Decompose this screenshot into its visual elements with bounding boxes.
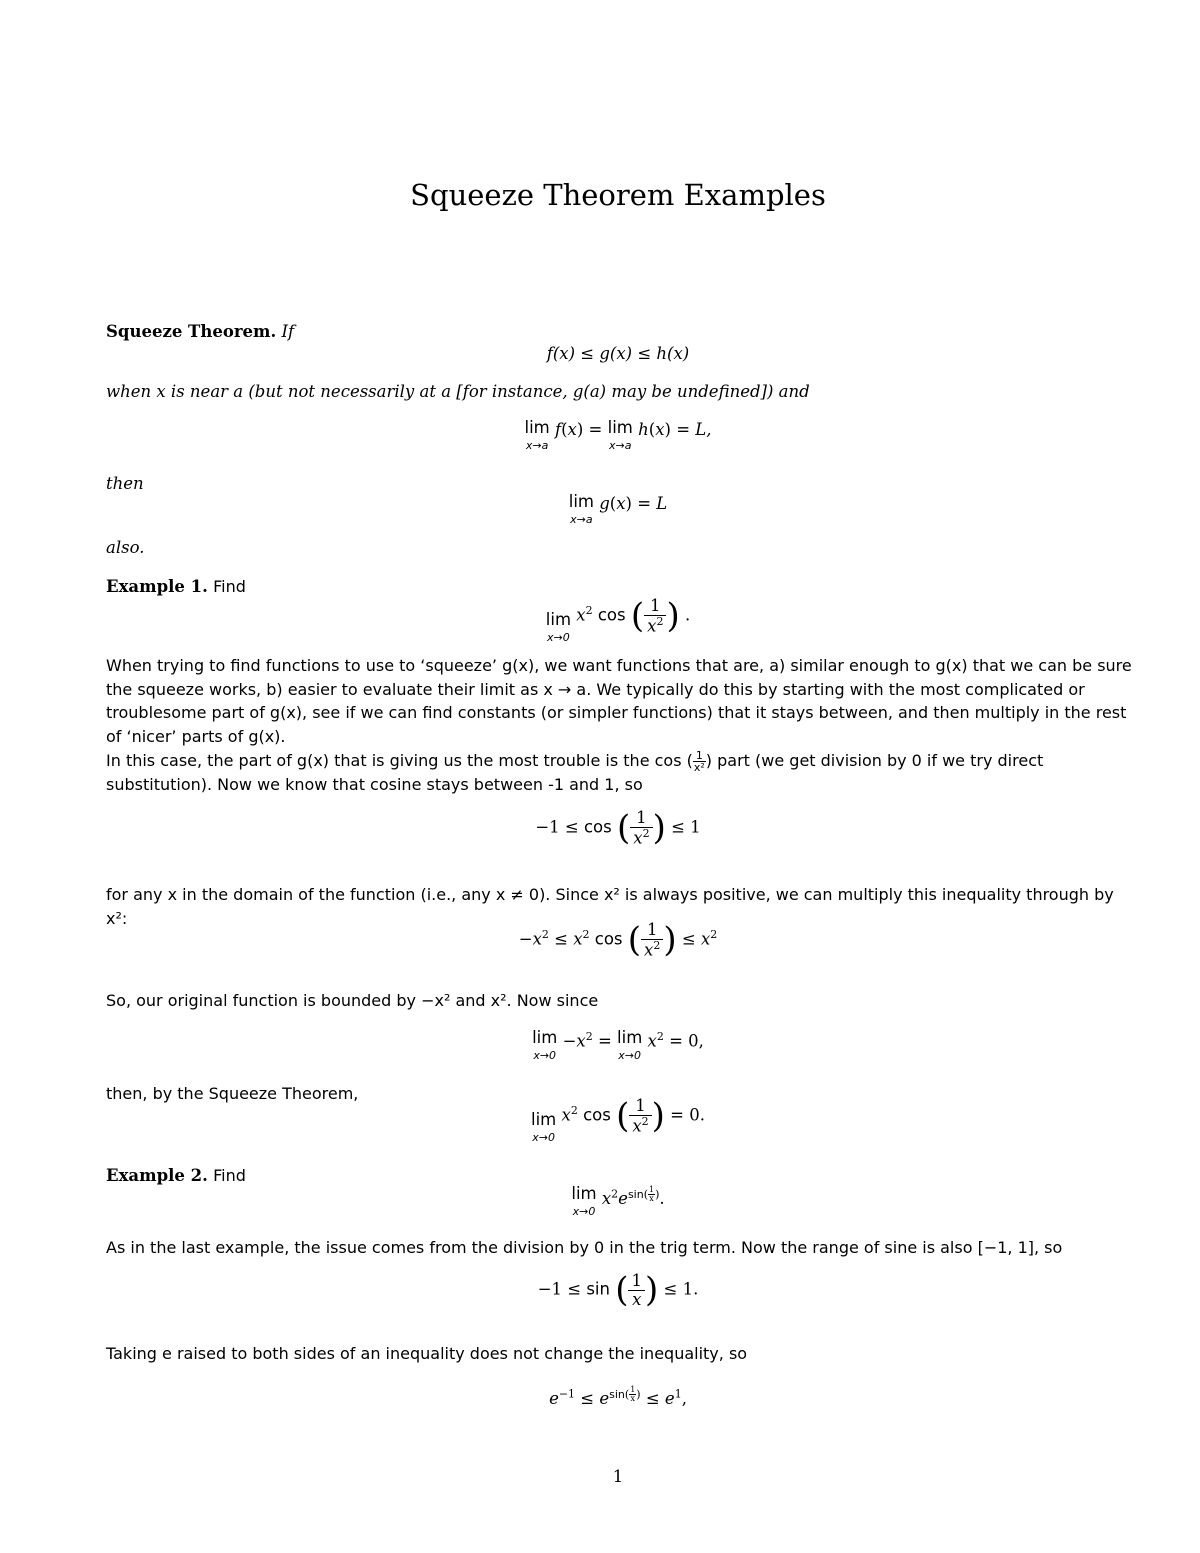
example1-paragraph-2a: In this case, the part of g(x) that is giving us the most trouble is the cos [106,751,682,770]
theorem-label: Squeeze Theorem. [106,322,277,341]
example2-paragraph-1: As in the last example, the issue comes from the division by 0 in the trig term. Now the range of sine is also [−1, 1], so [106,1238,1063,1257]
theorem-conclusion-equation: lim x→a g(x) = L [568,492,668,526]
example2-paragraph-2: Taking e raised to both sides of an inequality does not change the inequality, so [106,1344,748,1363]
example1-paragraph-2b: part (we get division by 0 if we try direct substitution). Now we know that cosine stays between -1 and 1, so [106,751,1044,794]
theorem-inequality: f(x) ≤ g(x) ≤ h(x) [546,344,690,363]
theorem-if: If [281,322,295,341]
example2-limit-expression: lim x→0 $x^2e^{sin( \frac{1}{x} )}$. [571,1184,665,1218]
exponential-inequality: $e^{-1} \le e^{sin( \frac{1}{x} )} \le e^1$, [549,1385,687,1408]
theorem-conclusion-value: = L [637,494,668,513]
example1-result-equation: lim x→0 $x^2$ cos ( $\frac{1}{x^2}$ ) = 0. [531,1096,705,1144]
cosine-bound-inequality: −1 ≤ cos ( $\frac{1}{x^2}$ ) ≤ 1 [535,808,701,848]
example1-paragraph-4: So, our original function is bounded by −x² and x². Now since [106,991,599,1010]
example1-paragraph-1: When trying to find functions to use to ‘squeeze’ g(x), we want functions that are, a) similar enough to g(x) that we can be sure the squeeze works, b) easier to evaluate their limit as x → a. We typically do this by starting with the most complicated or troublesome part of g(x), see if we can find constants (or simpler functions) that it stays between, and then multiply in the rest of ‘nicer’ parts of g(x). [106,656,1132,746]
example2-label: Example 2. [106,1166,208,1185]
theorem-limit-value: = L, [676,420,712,439]
page-number: 1 [612,1467,624,1486]
theorem-then: then [106,474,144,493]
theorem-heading [106,320,1132,343]
example1-paragraph-3: for any x in the domain of the function (i.e., any x ≠ 0). Since x² is always positive, we can multiply this inequality through by x²: [106,885,1114,928]
theorem-condition: when x is near a (but not necessarily at a [for instance, g(a) may be undefined]) and [106,382,810,401]
sine-bound-inequality: −1 ≤ sin ( $\frac{1}{x}$ ) ≤ 1. [537,1270,699,1310]
example2-find: Find [213,1166,246,1185]
theorem-limits-equation: lim x→a f(x) = lim x→a h(x) = L, [524,418,712,452]
example1-paragraph-5: then, by the Squeeze Theorem, [106,1084,359,1103]
multiplied-inequality: $-x^2 \le x^2$ cos ( $\frac{1}{x^2}$ ) ≤ $x^2$ [518,920,718,960]
example1-label: Example 1. [106,577,208,596]
example1-find: Find [213,577,246,596]
example1-limit-expression: lim x→0 $x^2$ cos ( $\frac{1}{x^2}$ ) . [545,596,691,644]
page-title: Squeeze Theorem Examples [410,178,826,212]
example1-paragraph-2: In this case, the part of g(x) that is giving us the most trouble is the cos ( $\frac{1}{\text{x²}}$ ) part (we get division by 0 if we try direct substitution). Now we know that cosine stays between -1 and 1, so [106,749,1044,794]
example2-heading [106,1164,1132,1187]
bounding-limits-equation: lim x→0 $-x^2 = \lim$ x→0 $x^2 = 0$, [532,1028,704,1062]
theorem-also: also. [106,538,145,557]
example1-heading [106,575,1132,598]
